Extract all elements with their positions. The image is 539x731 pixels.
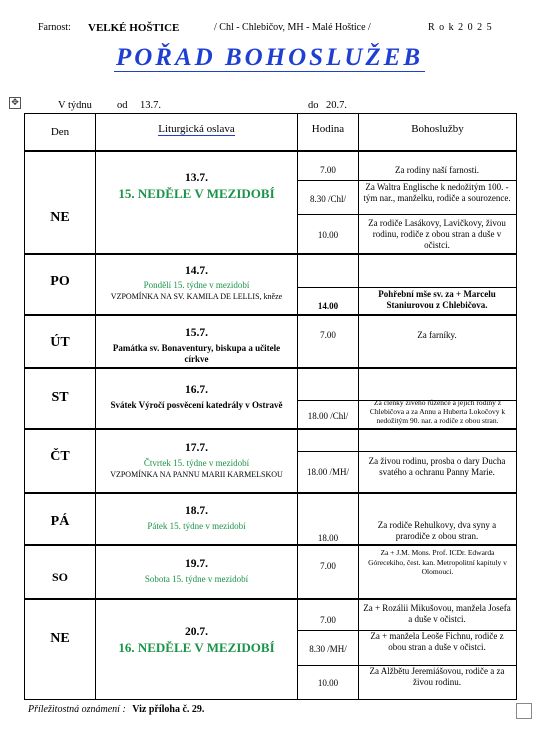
- row-feast: Čtvrtek 15. týdne v mezidobí: [143, 458, 250, 468]
- mass-intention: Za Waltra Englische k nedožitým 100. - tým nar., manželku, rodiče a sourozence.: [363, 182, 511, 203]
- column-header-liturgy-text: Liturgická oslava: [158, 123, 235, 135]
- row-feast: Pondělí 15. týdne v mezidobí: [143, 280, 250, 290]
- row-day: ÚT: [50, 335, 70, 350]
- week-from-date: 13.7.: [140, 100, 161, 111]
- mass-time: 7.00: [320, 561, 336, 571]
- row-memorial: VZPOMÍNKA NA PANNU MARII KARMELSKOU: [110, 470, 283, 479]
- row-date: 19.7.: [185, 558, 208, 570]
- row-day: PÁ: [50, 514, 70, 529]
- column-header-hour: Hodina: [311, 123, 345, 135]
- row-feast: Svátek Výročí posvěcení katedrály v Ostravě: [110, 400, 283, 410]
- week-to-label: do: [308, 100, 319, 111]
- row-date: 17.7.: [185, 442, 208, 454]
- row-day: SO: [51, 570, 68, 584]
- mass-intention: Za živou rodinu, prosba o dary Ducha svatého a ochranu Panny Marie.: [368, 456, 506, 477]
- mass-intention: Za rodiče Rehulkovy, dva syny a prarodiče z obou stran.: [377, 520, 497, 541]
- mass-time: 18.00: [317, 533, 339, 543]
- mass-time: 10.00: [317, 678, 339, 688]
- row-date: 13.7.: [185, 172, 208, 184]
- footer-text: Viz příloha č. 29.: [132, 704, 205, 715]
- row-date: 15.7.: [185, 327, 208, 339]
- footer-note: [28, 704, 204, 715]
- row-date: 18.7.: [185, 505, 208, 517]
- mass-time: 8.30 /MH/: [309, 644, 347, 654]
- column-header-day: Den: [50, 126, 70, 138]
- mass-time: 18.00 /MH/: [306, 467, 349, 477]
- mass-intention: Za farníky.: [417, 330, 457, 340]
- page-title: [0, 44, 539, 72]
- mass-intention: Pohřební mše sv. za + Marcelu Staniurovou z Chlebičova.: [378, 289, 496, 310]
- resize-handle-icon[interactable]: [516, 703, 532, 719]
- row-feast: Pátek 15. týdne v mezidobí: [147, 521, 246, 531]
- row-feast: 16. NEDĚLE V MEZIDOBÍ: [118, 640, 275, 655]
- parish-name: VELKÉ HOŠTICE: [88, 22, 180, 34]
- page-title-text: POŘAD BOHOSLUŽEB: [115, 44, 424, 71]
- footer-label: Příležitostná oznámení :: [28, 704, 126, 715]
- move-handle-icon[interactable]: ✥: [9, 97, 21, 109]
- row-feast: 15. NEDĚLE V MEZIDOBÍ: [118, 186, 275, 201]
- mass-time: 7.00: [320, 330, 336, 340]
- row-date: 14.7.: [185, 265, 208, 277]
- mass-intention: Za + J.M. Mons. Prof. ICDr. Edwarda Górecekiho, čest. kan. Metropolitní kapituly v Olomouci.: [368, 548, 507, 576]
- row-feast: Památka sv. Bonaventury, biskupa a učitele církve: [112, 343, 281, 364]
- mass-time: 7.00: [320, 615, 336, 625]
- week-to-date: 20.7.: [326, 100, 347, 111]
- mass-intention: Za členky živého růžence a jejich rodiny z Chlebičova a za Annu a Huberta Lokočovy k nedožitým 90. nar. a rodiče z obou stran.: [369, 398, 506, 425]
- row-feast: Sobota 15. týdne v mezidobí: [144, 574, 249, 584]
- row-date: 16.7.: [185, 384, 208, 396]
- mass-intention: Za rodiče Lasákovy, Lavičkovy, živou rodinu, rodiče z obou stran a duše v očistci.: [368, 218, 506, 250]
- column-header-liturgy: [96, 124, 297, 135]
- row-day: ČT: [50, 449, 70, 464]
- mass-time: 18.00 /Chl/: [307, 411, 349, 421]
- week-od-label: od: [117, 100, 128, 111]
- year-label: R o k 2 0 2 5: [428, 22, 493, 33]
- mass-intention: Za rodiny naší farnosti.: [395, 165, 479, 175]
- week-from-label: V týdnu: [58, 100, 92, 111]
- row-day: ST: [51, 390, 69, 405]
- mass-intention: Za + Rozálii Mikušovou, manžela Josefa a duše v očistci.: [363, 603, 511, 624]
- row-memorial: VZPOMÍNKA NA SV. KAMILA DE LELLIS, kněze: [110, 292, 283, 301]
- mass-time: 14.00: [317, 301, 339, 311]
- mass-time: 10.00: [317, 230, 339, 240]
- row-day: NE: [50, 631, 70, 646]
- row-date: 20.7.: [185, 626, 208, 638]
- row-day: PO: [50, 274, 70, 289]
- locations-note: / Chl - Chlebičov, MH - Malé Hoštice /: [214, 22, 371, 33]
- mass-time: 8.30 /Chl/: [309, 194, 346, 204]
- column-header-services: Bohoslužby: [411, 123, 464, 135]
- row-day: NE: [50, 210, 70, 225]
- parish-label: Farnost:: [38, 22, 71, 33]
- mass-intention: Za Alžbětu Jeremiášovou, rodiče a za živou rodinu.: [369, 666, 505, 687]
- mass-intention: Za + manžela Leoše Fichnu, rodiče z obou stran a duše v očistci.: [370, 631, 504, 652]
- mass-time: 7.00: [320, 165, 336, 175]
